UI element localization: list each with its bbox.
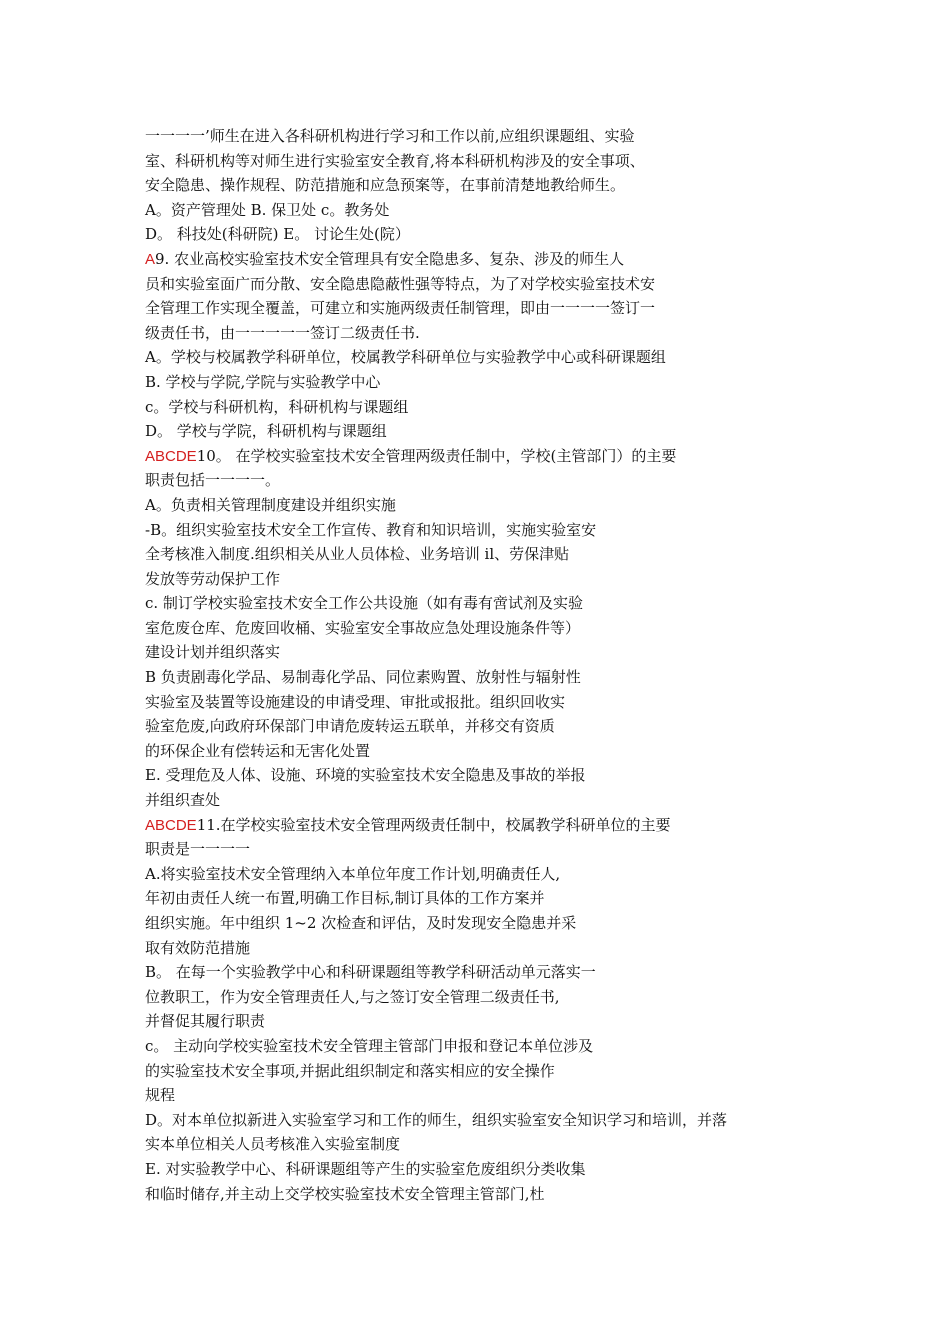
answer-key: ABCDE bbox=[145, 816, 197, 834]
text-line bbox=[145, 616, 825, 641]
text-line bbox=[145, 886, 825, 911]
text-line bbox=[145, 542, 825, 567]
text-line bbox=[145, 370, 825, 395]
line-text: c。 主动向学校实验室技术安全管理主管部门申报和登记本单位涉及 bbox=[145, 1036, 594, 1055]
line-text: D。 学校与学院，科研机构与课题组 bbox=[145, 422, 387, 441]
text-line bbox=[145, 1009, 825, 1034]
line-text: 全管理工作实现全覆盖，可建立和实施两级责任制管理，即由一一一一签订一 bbox=[145, 299, 656, 318]
line-text: B. 学校与学院,学院与实验教学中心 bbox=[145, 372, 381, 391]
text-line bbox=[145, 247, 825, 272]
line-text: A。负责相关管理制度建设并组织实施 bbox=[145, 495, 396, 514]
text-line bbox=[145, 444, 825, 469]
text-line bbox=[145, 739, 825, 764]
line-text: B 负责剧毒化学品、易制毒化学品、同位素购置、放射性与辐射性 bbox=[145, 668, 581, 687]
line-text: 规程 bbox=[145, 1086, 176, 1105]
line-text: E. 受理危及人体、设施、环境的实验室技术安全隐患及事故的举报 bbox=[145, 766, 586, 785]
line-text: -B。组织实验室技术安全工作宣传、教育和知识培训，实施实验室安 bbox=[145, 520, 597, 539]
text-line bbox=[145, 124, 825, 149]
line-text: 员和实验室面广而分散、安全隐患隐蔽性强等特点，为了对学校实验室技术安 bbox=[145, 274, 656, 293]
line-text: 的环保企业有偿转运和无害化处置 bbox=[145, 741, 371, 760]
text-line bbox=[145, 1132, 825, 1157]
line-text: A。学校与校属教学科研单位，校属教学科研单位与实验教学中心或科研课题组 bbox=[145, 348, 666, 367]
line-text: D。对本单位拟新进入实验室学习和工作的师生，组织实验室安全知识学习和培训，并落 bbox=[145, 1110, 728, 1129]
text-line bbox=[145, 518, 825, 543]
line-text: 实验室及装置等设施建设的申请受理、审批或报批。组织回收实 bbox=[145, 692, 566, 711]
line-text: D。 科技处(科研院) E。 讨论生处(院） bbox=[145, 225, 410, 244]
text-line bbox=[145, 911, 825, 936]
answer-key: ABCDE bbox=[145, 447, 197, 465]
text-line bbox=[145, 173, 825, 198]
line-text: 11.在学校实验室技术安全管理两级责任制中，校属教学科研单位的主要 bbox=[196, 815, 671, 834]
line-text: 发放等劳动保护工作 bbox=[145, 569, 281, 588]
line-text: c。学校与科研机构，科研机构与课题组 bbox=[145, 397, 409, 416]
text-line bbox=[145, 1182, 825, 1207]
line-text: 位教职工，作为安全管理责任人,与之签订安全管理二级责任书, bbox=[145, 987, 560, 1006]
line-text: 10。 在学校实验室技术安全管理两级责任制中，学校(主管部门）的主要 bbox=[196, 446, 677, 465]
answer-key: A bbox=[145, 250, 156, 268]
line-text: 并督促其履行职责 bbox=[145, 1012, 266, 1031]
text-line bbox=[145, 960, 825, 985]
line-text: c. 制订学校实验室技术安全工作公共设施（如有毒有啻试剂及实验 bbox=[145, 594, 583, 613]
document-body bbox=[145, 124, 825, 1206]
line-text: E. 对实验教学中心、科研课题组等产生的实验室危废组织分类收集 bbox=[145, 1159, 586, 1178]
text-line bbox=[145, 837, 825, 862]
line-text: 实本单位相关人员考核准入实验室制度 bbox=[145, 1135, 401, 1154]
line-text: B。 在每一个实验教学中心和科研课题组等教学科研活动单元落实一 bbox=[145, 963, 596, 982]
line-text: 的实验室技术安全事项,并据此组织制定和落实相应的安全操作 bbox=[145, 1061, 555, 1080]
text-line bbox=[145, 665, 825, 690]
text-line bbox=[145, 985, 825, 1010]
text-line bbox=[145, 493, 825, 518]
text-line bbox=[145, 321, 825, 346]
text-line bbox=[145, 1059, 825, 1084]
line-text: 建设计划并组织落实 bbox=[145, 643, 281, 662]
line-text: 职责是一一一一 bbox=[145, 840, 251, 859]
text-line bbox=[145, 222, 825, 247]
line-text: 全考核准入制度.组织相关从业人员体检、业务培训 il、劳保津贴 bbox=[145, 545, 570, 564]
line-text: 职责包括一一一一。 bbox=[145, 471, 281, 490]
line-text: A.将实验室技术安全管理纳入本单位年度工作计划,明确责任人, bbox=[145, 864, 561, 883]
line-text: 组织实施。年中组织 1~2 次检查和评估，及时发现安全隐患并采 bbox=[145, 914, 577, 932]
text-line bbox=[145, 1083, 825, 1108]
text-line bbox=[145, 813, 825, 838]
line-text: 室、科研机构等对师生进行实验室安全教育,将本科研机构涉及的安全事项、 bbox=[145, 151, 645, 170]
line-text: 室危废仓库、危废回收桶、实验室安全事故应急处理设施条件等） bbox=[145, 618, 581, 637]
text-line bbox=[145, 1157, 825, 1182]
text-line bbox=[145, 149, 825, 174]
line-text: 级责任书，由一一一一一签订二级责任书. bbox=[145, 323, 420, 342]
line-text: 安全隐患、操作规程、防范措施和应急预案等，在事前清楚地教给师生。 bbox=[145, 176, 626, 195]
text-line bbox=[145, 419, 825, 444]
line-text: 验室危废,向政府环保部门申请危废转运五联单，并移交有资质 bbox=[145, 717, 555, 736]
text-line bbox=[145, 591, 825, 616]
text-line bbox=[145, 640, 825, 665]
text-line bbox=[145, 1108, 825, 1133]
line-text: 并组织查处 bbox=[145, 791, 221, 810]
text-line bbox=[145, 763, 825, 788]
line-text: 一一一一’师生在进入各科研机构进行学习和工作以前,应组织课题组、实验 bbox=[145, 127, 635, 145]
text-line bbox=[145, 296, 825, 321]
text-line bbox=[145, 567, 825, 592]
text-line bbox=[145, 468, 825, 493]
text-line bbox=[145, 272, 825, 297]
text-line bbox=[145, 936, 825, 961]
text-line bbox=[145, 198, 825, 223]
text-line bbox=[145, 345, 825, 370]
text-line bbox=[145, 714, 825, 739]
text-line bbox=[145, 788, 825, 813]
line-text: 9. 农业高校实验室技术安全管理具有安全隐患多、复杂、涉及的师生人 bbox=[155, 249, 625, 268]
text-line bbox=[145, 690, 825, 715]
line-text: A。资产管理处 B. 保卫处 c。教务处 bbox=[145, 200, 390, 219]
text-line bbox=[145, 395, 825, 420]
line-text: 和临时储存,并主动上交学校实验室技术安全管理主管部门,杜 bbox=[145, 1184, 545, 1203]
text-line bbox=[145, 862, 825, 887]
line-text: 取有效防范措施 bbox=[145, 938, 251, 957]
text-line bbox=[145, 1034, 825, 1059]
line-text: 年初由责任人统一布置,明确工作目标,制订具体的工作方案并 bbox=[145, 889, 545, 908]
